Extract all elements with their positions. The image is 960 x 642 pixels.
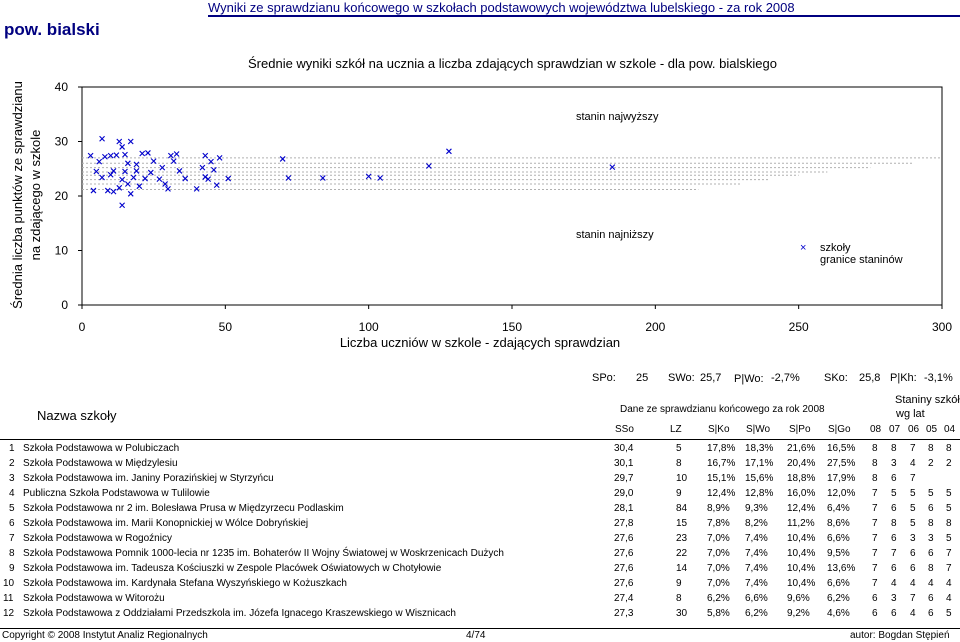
cell-lz: 30 [676, 608, 688, 619]
y-axis-label-line2: na zdającego w szkole [28, 129, 43, 261]
y-tick-label: 40 [54, 80, 68, 94]
cell-stanine-05: 4 [928, 578, 934, 589]
cell-stanine-06: 5 [910, 503, 916, 514]
row-number: 12 [3, 608, 15, 619]
footer-copyright: Copyright © 2008 Instytut Analiz Regionalnych [2, 630, 208, 641]
cell-sso: 30,4 [614, 443, 634, 454]
cell-swo: 7,4% [745, 578, 768, 589]
cell-lz: 84 [676, 503, 688, 514]
cell-sgo: 6,4% [827, 503, 850, 514]
stat-spo-value: 25 [636, 372, 649, 384]
school-name: Publiczna Szkoła Podstawowa w Tulilowie [23, 488, 210, 499]
cell-sgo: 8,6% [827, 518, 850, 529]
row-number: 6 [9, 518, 15, 529]
cell-stanine-05: 5 [928, 488, 934, 499]
annotation-bottom: stanin najniższy [576, 229, 654, 241]
stat-pwo-value: -2,7% [771, 372, 800, 384]
cell-stanine-04: 4 [946, 593, 952, 604]
cell-stanine-08: 7 [872, 563, 878, 574]
col-header-sso: SSo [615, 424, 634, 435]
cell-sko: 8,9% [707, 503, 730, 514]
plot-area [82, 87, 942, 305]
legend-item-schools: szkoły [820, 242, 851, 254]
cell-sso: 27,6 [614, 563, 634, 574]
cell-sso: 27,3 [614, 608, 634, 619]
cell-swo: 12,8% [745, 488, 774, 499]
cell-swo: 6,6% [745, 593, 768, 604]
cell-sso: 27,4 [614, 593, 634, 604]
cell-stanine-05: 2 [928, 458, 934, 469]
x-tick-label: 100 [358, 320, 379, 334]
cell-stanine-07: 4 [891, 578, 897, 589]
cell-stanine-06: 7 [910, 593, 916, 604]
y-axis-label-line1: Średnia liczba punktów ze sprawdzianu [10, 81, 25, 309]
cell-stanine-08: 7 [872, 503, 878, 514]
cell-stanine-06: 5 [910, 488, 916, 499]
cell-spo: 21,6% [787, 443, 816, 454]
stat-swo-label: SWo: [668, 372, 695, 384]
cell-sko: 16,7% [707, 458, 736, 469]
cell-stanine-06: 6 [910, 563, 916, 574]
cell-swo: 15,6% [745, 473, 774, 484]
stat-sko-label: SKo: [824, 372, 848, 384]
school-name: Szkoła Podstawowa z Oddziałami Przedszkola im. Józefa Ignacego Kraszewskiego w Wisznicach [23, 608, 456, 619]
school-name: Szkoła Podstawowa nr 2 im. Bolesława Prusa w Międzyrzecu Podlaskim [23, 503, 344, 514]
cell-sgo: 6,2% [827, 593, 850, 604]
chart-title: Średnie wyniki szkół na ucznia a liczba zdających sprawdzian w szkole - dla pow. bialskiego [248, 56, 777, 71]
row-number: 2 [9, 458, 15, 469]
cell-sgo: 12,0% [827, 488, 856, 499]
cell-stanine-04: 5 [946, 533, 952, 544]
footer-divider [0, 628, 960, 629]
y-tick-label: 0 [61, 298, 68, 312]
cell-swo: 7,4% [745, 533, 768, 544]
cell-sso: 27,6 [614, 578, 634, 589]
stat-pkh-label: P|Kh: [890, 372, 917, 384]
annotation-top: stanin najwyższy [576, 111, 659, 123]
cell-stanine-06: 6 [910, 548, 916, 559]
cell-sso: 27,6 [614, 533, 634, 544]
cell-stanine-07: 3 [891, 458, 897, 469]
cell-spo: 16,0% [787, 488, 816, 499]
cell-sgo: 6,6% [827, 578, 850, 589]
cell-stanine-08: 8 [872, 443, 878, 454]
cell-stanine-07: 8 [891, 518, 897, 529]
row-number: 1 [9, 443, 15, 454]
col-header-year-06: 06 [908, 424, 920, 435]
cell-stanine-04: 5 [946, 503, 952, 514]
cell-sko: 5,8% [707, 608, 730, 619]
row-number: 4 [9, 488, 15, 499]
cell-stanine-08: 8 [872, 473, 878, 484]
school-name: Szkoła Podstawowa im. Kardynała Stefana Wyszyńskiego w Kożuszkach [23, 578, 347, 589]
cell-sso: 29,7 [614, 473, 634, 484]
cell-stanine-08: 7 [872, 578, 878, 589]
cell-stanine-07: 6 [891, 563, 897, 574]
row-number: 9 [9, 563, 15, 574]
cell-stanine-05: 6 [928, 548, 934, 559]
cell-stanine-06: 4 [910, 608, 916, 619]
x-tick-label: 150 [501, 320, 523, 334]
cell-sso: 29,0 [614, 488, 634, 499]
cell-stanine-05: 6 [928, 503, 934, 514]
table-header-name: Nazwa szkoły [37, 408, 117, 423]
cell-stanine-06: 4 [910, 458, 916, 469]
stat-pwo-label: P|Wo: [734, 373, 764, 385]
cell-sko: 7,0% [707, 563, 730, 574]
cell-sko: 7,8% [707, 518, 730, 529]
cell-stanine-07: 3 [891, 593, 897, 604]
col-header-year-04: 04 [944, 424, 956, 435]
cell-sso: 28,1 [614, 503, 634, 514]
y-tick-label: 30 [54, 134, 68, 149]
col-header-year-08: 08 [870, 424, 882, 435]
cell-stanine-04: 4 [946, 578, 952, 589]
cell-spo: 10,4% [787, 533, 816, 544]
x-tick-label: 250 [788, 320, 809, 334]
col-header-lz: LZ [670, 424, 682, 435]
cell-spo: 9,6% [787, 593, 810, 604]
cell-stanine-04: 2 [946, 458, 952, 469]
col-header-sgo: S|Go [828, 424, 851, 435]
cell-swo: 17,1% [745, 458, 774, 469]
stat-sko-value: 25,8 [859, 372, 881, 384]
cell-sgo: 13,6% [827, 563, 856, 574]
cell-spo: 10,4% [787, 548, 816, 559]
cell-stanine-07: 6 [891, 473, 897, 484]
cell-lz: 22 [676, 548, 688, 559]
cell-stanine-08: 8 [872, 458, 878, 469]
cell-stanine-04: 8 [946, 443, 952, 454]
row-number: 5 [9, 503, 15, 514]
stat-pkh-value: -3,1% [924, 372, 953, 384]
county-name: pow. bialski [4, 20, 100, 39]
cell-spo: 10,4% [787, 563, 816, 574]
cell-lz: 5 [676, 443, 682, 454]
cell-stanine-08: 7 [872, 488, 878, 499]
row-number: 3 [9, 473, 15, 484]
cell-stanine-07: 6 [891, 608, 897, 619]
table-header-by-years: wg lat [896, 408, 925, 420]
cell-stanine-05: 8 [928, 563, 934, 574]
col-header-spo: S|Po [789, 424, 811, 435]
cell-stanine-04: 5 [946, 608, 952, 619]
x-tick-label: 300 [931, 320, 953, 334]
school-name: Szkoła Podstawowa w Rogoźnicy [23, 533, 172, 544]
footer-author: autor: Bogdan Stępień [850, 630, 950, 641]
school-name: Szkoła Podstawowa w Polubiczach [23, 443, 180, 454]
cell-stanine-05: 8 [928, 443, 934, 454]
cell-spo: 10,4% [787, 578, 816, 589]
cell-stanine-08: 7 [872, 518, 878, 529]
school-name: Szkoła Podstawowa w Witorożu [23, 593, 165, 604]
cell-stanine-06: 3 [910, 533, 916, 544]
cell-lz: 8 [676, 458, 682, 469]
cell-sgo: 9,5% [827, 548, 850, 559]
cell-spo: 11,2% [787, 518, 815, 529]
cell-stanine-06: 5 [910, 518, 916, 529]
cell-sso: 27,8 [614, 518, 634, 529]
cell-stanine-07: 6 [891, 503, 897, 514]
cell-stanine-05: 3 [928, 533, 934, 544]
cell-sko: 7,0% [707, 578, 730, 589]
cell-lz: 8 [676, 593, 682, 604]
cell-swo: 7,4% [745, 548, 768, 559]
cell-stanine-04: 7 [946, 548, 952, 559]
legend-marker-icon: × [800, 242, 807, 254]
cell-sso: 27,6 [614, 548, 634, 559]
cell-lz: 15 [676, 518, 688, 529]
x-tick-label: 0 [78, 320, 86, 334]
cell-swo: 6,2% [745, 608, 768, 619]
cell-stanine-07: 7 [891, 548, 897, 559]
cell-stanine-08: 7 [872, 533, 878, 544]
cell-swo: 7,4% [745, 563, 768, 574]
school-name: Szkoła Podstawowa im. Marii Konopnickiej w Wólce Dobryńskiej [23, 518, 309, 529]
cell-sso: 30,1 [614, 458, 634, 469]
cell-sgo: 16,5% [827, 443, 856, 454]
cell-stanine-04: 5 [946, 488, 952, 499]
cell-stanine-06: 7 [910, 473, 916, 484]
stat-spo-label: SPo: [592, 372, 616, 384]
cell-sko: 12,4% [707, 488, 736, 499]
table-header-stanines: Staniny szkół [895, 394, 960, 406]
row-number: 8 [9, 548, 15, 559]
cell-sko: 15,1% [707, 473, 736, 484]
cell-swo: 18,3% [745, 443, 774, 454]
cell-sgo: 4,6% [827, 608, 850, 619]
cell-spo: 12,4% [787, 503, 816, 514]
cell-stanine-05: 6 [928, 593, 934, 604]
school-name: Szkoła Podstawowa w Międzylesiu [23, 458, 178, 469]
cell-stanine-06: 7 [910, 443, 916, 454]
cell-sko: 7,0% [707, 533, 730, 544]
cell-lz: 10 [676, 473, 688, 484]
cell-lz: 23 [676, 533, 688, 544]
col-header-swo: S|Wo [746, 424, 771, 435]
cell-lz: 9 [676, 578, 682, 589]
row-number: 11 [3, 593, 14, 604]
report-title: Wyniki ze sprawdzianu końcowego w szkołach podstawowych województwa lubelskiego - za rok 2008 [208, 0, 795, 15]
stat-swo-value: 25,7 [700, 372, 722, 384]
col-header-sko: S|Ko [708, 424, 730, 435]
cell-sgo: 27,5% [827, 458, 856, 469]
cell-stanine-08: 6 [872, 593, 878, 604]
legend-item-boundaries: granice staninów [820, 254, 903, 266]
school-name: Szkoła Podstawowa im. Tadeusza Kościuszki w Zespole Placówek Oświatowych w Chotyłowie [23, 563, 442, 574]
col-header-year-05: 05 [926, 424, 938, 435]
cell-sko: 7,0% [707, 548, 730, 559]
cell-stanine-05: 6 [928, 608, 934, 619]
cell-sko: 6,2% [707, 593, 730, 604]
cell-stanine-05: 8 [928, 518, 934, 529]
x-axis-label: Liczba uczniów w szkole - zdających sprawdzian [339, 335, 621, 350]
cell-stanine-06: 4 [910, 578, 916, 589]
school-name: Szkoła Podstawowa im. Janiny Porazińskiej w Styrzyńcu [23, 473, 274, 484]
cell-lz: 9 [676, 488, 682, 499]
cell-sgo: 17,9% [827, 473, 856, 484]
col-header-year-07: 07 [889, 424, 901, 435]
footer-page-number: 4/74 [466, 630, 486, 641]
cell-sgo: 6,6% [827, 533, 850, 544]
cell-stanine-08: 7 [872, 548, 878, 559]
cell-stanine-04: 8 [946, 518, 952, 529]
cell-stanine-07: 8 [891, 443, 897, 454]
y-tick-label: 10 [54, 243, 68, 258]
cell-stanine-04: 7 [946, 563, 952, 574]
cell-swo: 8,2% [745, 518, 768, 529]
x-tick-label: 200 [645, 320, 666, 334]
cell-lz: 14 [676, 563, 688, 574]
cell-spo: 20,4% [787, 458, 816, 469]
row-number: 10 [3, 578, 15, 589]
table-header-group: Dane ze sprawdzianu końcowego za rok 2008 [620, 404, 825, 415]
cell-stanine-07: 6 [891, 533, 897, 544]
cell-stanine-07: 5 [891, 488, 897, 499]
y-tick-label: 20 [54, 189, 68, 203]
school-name: Szkoła Podstawowa Pomnik 1000-lecia nr 1235 im. Bohaterów II Wojny Światowej w Woskrzenicach Dużych [23, 548, 504, 559]
table-row [0, 605, 960, 623]
row-number: 7 [9, 533, 15, 544]
cell-spo: 9,2% [787, 608, 810, 619]
cell-swo: 9,3% [745, 503, 768, 514]
x-tick-label: 50 [218, 320, 233, 334]
cell-sko: 17,8% [707, 443, 736, 454]
cell-stanine-08: 6 [872, 608, 878, 619]
cell-spo: 18,8% [787, 473, 816, 484]
